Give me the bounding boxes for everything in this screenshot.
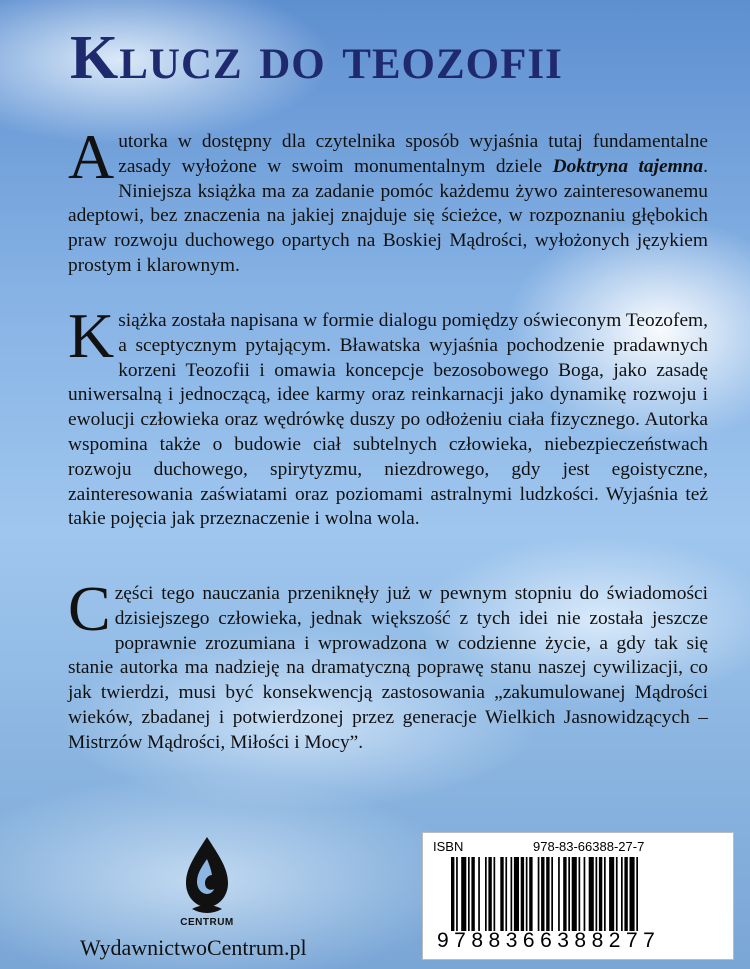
publisher-block (62, 835, 322, 965)
barcode-bar (579, 857, 581, 931)
barcode-bar (616, 857, 618, 931)
barcode-bar (461, 857, 466, 931)
book-title: Klucz do teozofii (70, 24, 563, 92)
isbn-label: ISBN (433, 839, 464, 854)
barcode-bar (568, 857, 570, 931)
description-paragraph-1 (68, 121, 708, 279)
barcode-bar (451, 857, 454, 931)
barcode-bar (624, 857, 627, 931)
barcode-bar (538, 857, 540, 931)
barcode-bar (521, 857, 524, 931)
barcode-bar (500, 857, 503, 931)
dropcap: A (68, 121, 115, 192)
publisher-website: WydawnictwoCentrum.pl (80, 935, 307, 960)
barcode-bar (551, 857, 553, 931)
barcode-bar (589, 857, 594, 931)
publisher-logo-text: CENTRUM (180, 917, 234, 928)
paragraph-text: siążka została napisana w formie dialogu pomiędzy oświeconym Teozofem, a sceptycznym pytającym. Bławatska wyjaśnia pochodzenie pradawnych korzeni Teozofii i omawia koncepcje bezosobowego Boga, jako zasadę uniwersalną i jednoczącą, idee karmy oraz reinkarnacji jako dynamikę rozwoju i ewolucji człowieka oraz wędrówkę duszy po odłożeniu ciała fizycznego. Autorka wspomina także o budowie ciał subtelnych człowieka, niebezpieczeństwach rozwoju duchowego, spirytyzmu, niezdrowego, gdy jest egoistyczne, zainteresowania zaświatami oraz poziomami astralnymi ludzkości. Wyjaśnia też takie pojęcia jak przeznaczenie i wolna wola. (68, 310, 708, 530)
barcode-bar (468, 857, 470, 931)
paragraph-text: utorka w dostępny dla czytelnika sposób wyjaśnia tutaj fundamentalne zasady wyłożone w swoim monumentalnym dziele (118, 131, 708, 177)
barcode-bar (529, 857, 532, 931)
droplet-swirl-logo-icon (172, 835, 242, 917)
barcode-bar (485, 857, 487, 931)
barcode-digits: 9788366388277 (437, 929, 661, 952)
barcode-bar (630, 857, 635, 931)
barcode-bar (471, 857, 474, 931)
isbn-number: 978-83-66388-27-7 (533, 839, 645, 854)
barcode-bars (451, 857, 711, 931)
barcode-bar (563, 857, 566, 931)
isbn-barcode (422, 832, 734, 960)
book-reference: Doktryna tajemna (552, 155, 704, 177)
barcode-bar (505, 857, 507, 931)
barcode-bar (514, 857, 519, 931)
barcode-bar (494, 857, 496, 931)
barcode-bar (478, 857, 480, 931)
barcode-bar (541, 857, 544, 931)
description-paragraph-3 (68, 573, 708, 756)
paragraph-text: zęści tego nauczania przeniknęły już w pewnym stopniu do świadomości dzisiejszego człowieka, jednak większość z tych idei nie została jeszcze poprawnie zrozumiana i wprowadzona w codzienne życie, a gdy tak się stanie autorka ma nadzieję na dramatyczną poprawę stanu naszej cywilizacji, co jak twierdzi, musi być konsekwencją zastosowania „zakumulowanej Mądrości wieków, zbadanej i potwierdzonej przez generacje Wielkich Jasnowidzących – Mistrzów Mądrości, Miłości i Mocy”. (68, 583, 708, 753)
barcode-bar (546, 857, 549, 931)
barcode-bar (558, 857, 560, 931)
dropcap: K (68, 300, 115, 371)
barcode-bar (596, 857, 598, 931)
barcode-bar (526, 857, 528, 931)
barcode-bar (572, 857, 577, 931)
barcode-bar (609, 857, 614, 931)
barcode-bar (511, 857, 513, 931)
dropcap: C (68, 573, 111, 644)
barcode-bar (456, 857, 458, 931)
barcode-bar (636, 857, 638, 931)
description-paragraph-2 (68, 300, 708, 532)
paragraph-text: . Niniejsza książka ma za zadanie pomóc każdemu żywo zainteresowanemu adeptowi, bez znaczenia na jakiej znajduje się ścieżce, w rozpoznaniu głębokich praw rozwoju duchowego opartych na Boskiej Mądrości, wyłożonych językiem prostym i klarownym. (68, 155, 708, 276)
barcode-bar (604, 857, 606, 931)
barcode-bar (599, 857, 602, 931)
barcode-bar (621, 857, 623, 931)
barcode-bar (584, 857, 586, 931)
barcode-bar (488, 857, 491, 931)
